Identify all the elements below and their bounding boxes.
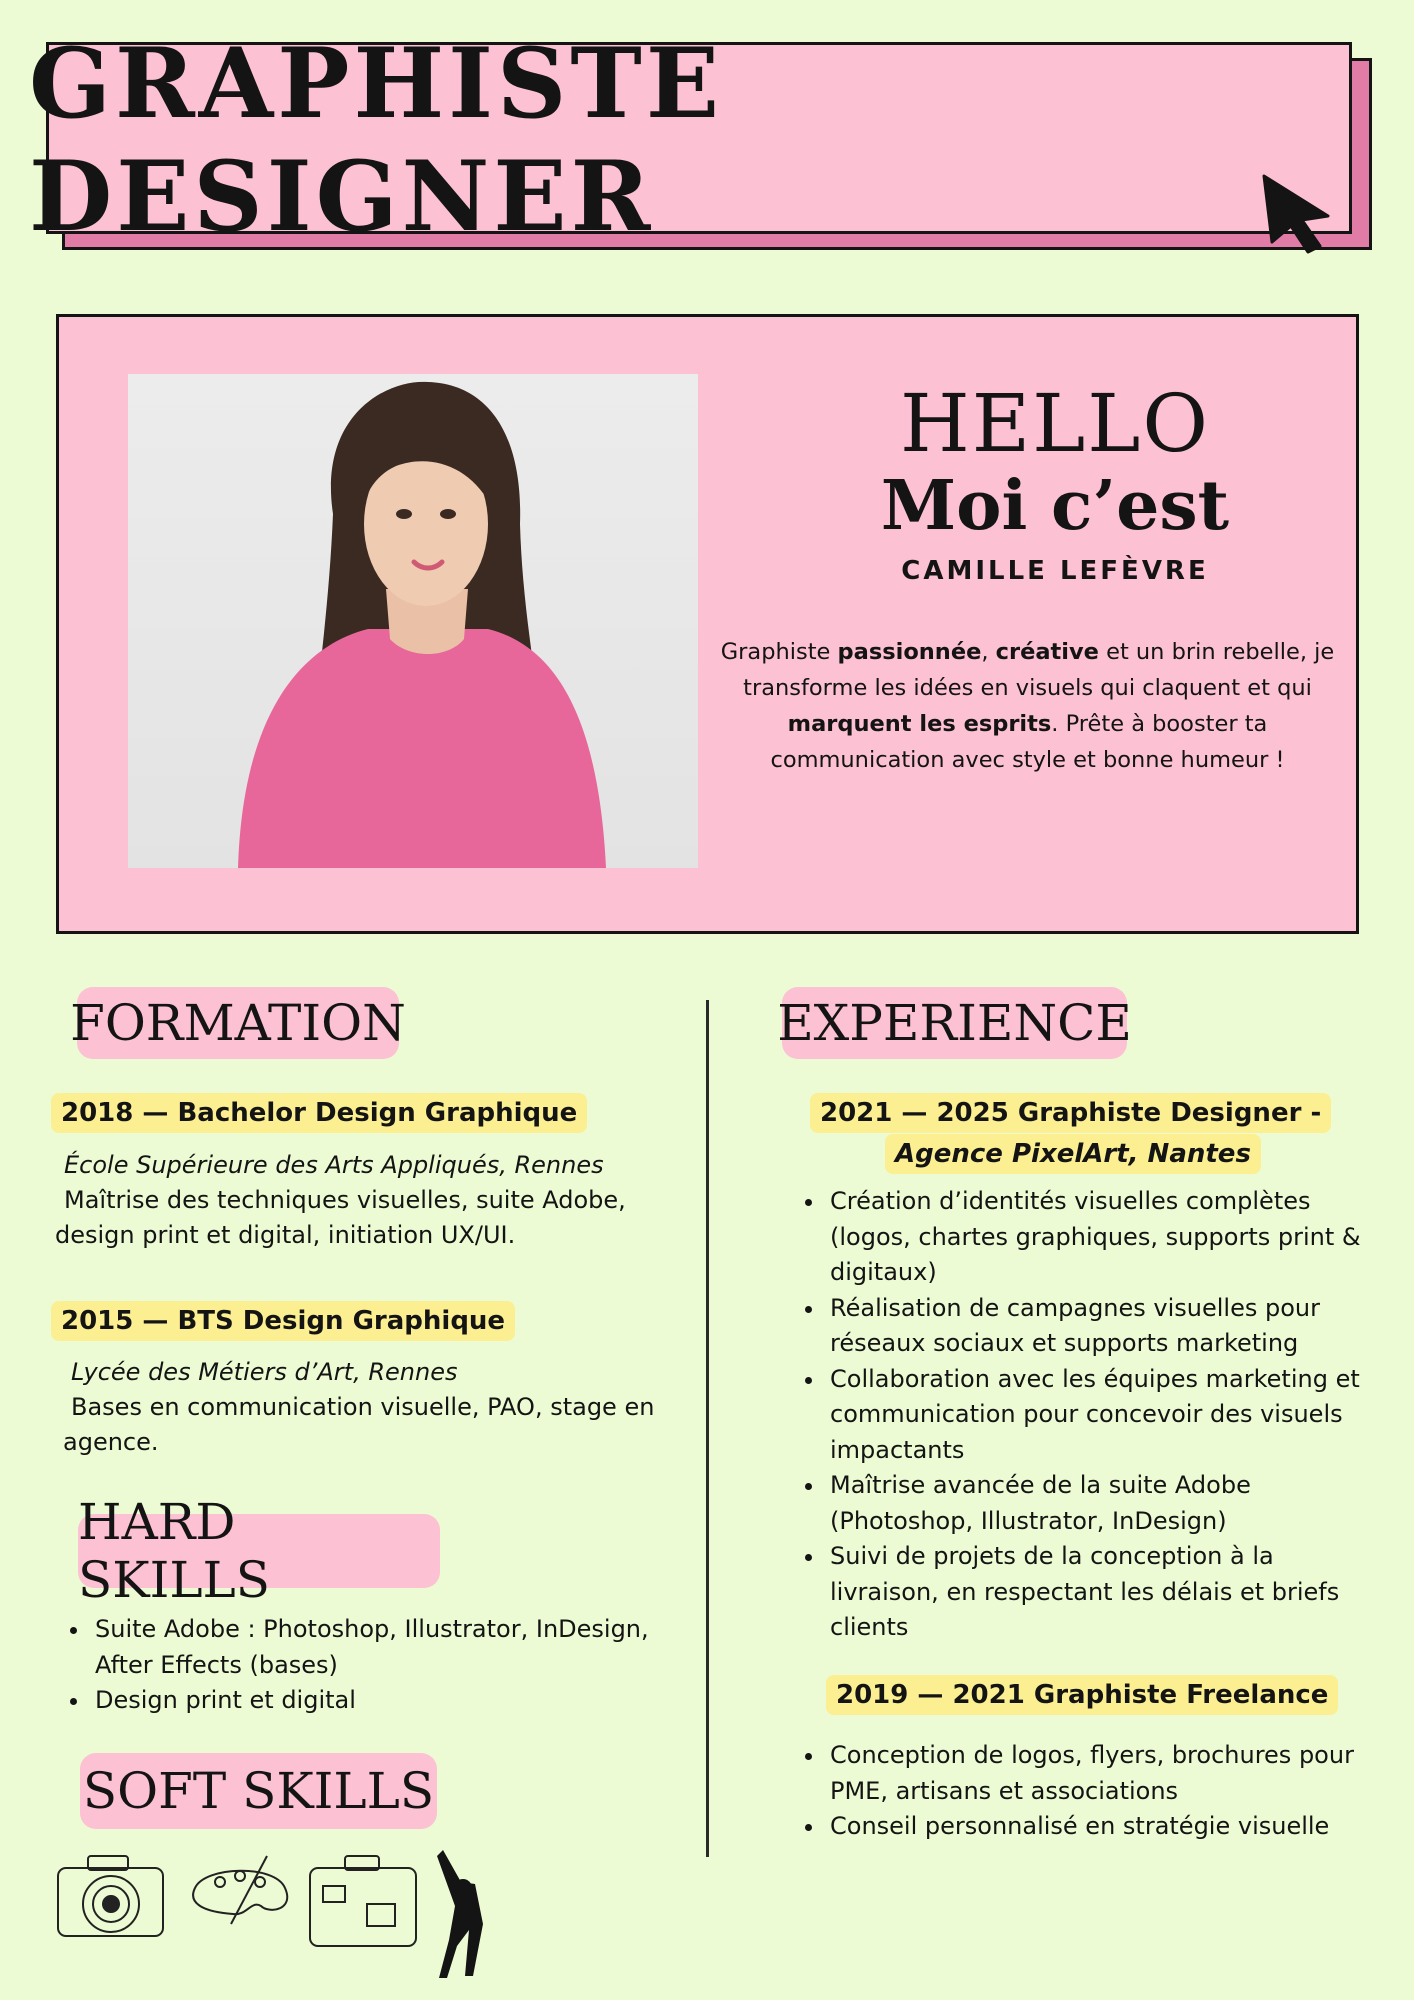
camera-icon bbox=[58, 1856, 163, 1936]
person-name: CAMILLE LEFÈVRE bbox=[901, 556, 1209, 586]
job-title: 2021 — 2025 Graphiste Designer - bbox=[810, 1093, 1331, 1133]
title-banner bbox=[29, 27, 1352, 253]
experience-heading: EXPERIENCE bbox=[782, 987, 1127, 1059]
palette-icon bbox=[193, 1856, 287, 1924]
list-item: • Collaboration avec les équipes marketing et communication pour concevoir des visuels impactants bbox=[826, 1362, 1386, 1469]
list-item: • Conception de logos, flyers, brochures pour PME, artisans et associations bbox=[826, 1738, 1386, 1809]
list-item: • Design print et digital bbox=[91, 1683, 711, 1719]
job-bullets bbox=[796, 1738, 1386, 1845]
list-item: • Maîtrise avancée de la suite Adobe (Photoshop, Illustrator, InDesign) bbox=[826, 1468, 1386, 1539]
formation-item-title: 2018 — Bachelor Design Graphique bbox=[51, 1093, 587, 1133]
list-item: • Suivi de projets de la conception à la livraison, en respectant les délais et briefs clients bbox=[826, 1539, 1386, 1646]
formation-description: Maîtrise des techniques visuelles, suite Adobe, design print et digital, initiation UX/UI. bbox=[55, 1186, 626, 1249]
job-bullets bbox=[796, 1184, 1386, 1646]
cursor-icon bbox=[1258, 172, 1338, 256]
hard-skills-heading: HARD SKILLS bbox=[78, 1514, 440, 1588]
job-company: Agence PixelArt, Nantes bbox=[885, 1134, 1261, 1174]
formation-school: Lycée des Métiers d’Art, Rennes bbox=[71, 1358, 458, 1386]
dancer-icon bbox=[437, 1850, 483, 1978]
moi-cest-heading: Moi c’est bbox=[880, 466, 1230, 546]
hard-skills-list bbox=[61, 1612, 711, 1719]
soft-skills-heading: SOFT SKILLS bbox=[80, 1753, 437, 1829]
list-item: • Création d’identités visuelles complètes (logos, chartes graphiques, supports print & digitaux) bbox=[826, 1184, 1386, 1291]
page-title: GRAPHISTE DESIGNER bbox=[29, 27, 723, 253]
list-item: • Réalisation de campagnes visuelles pour réseaux sociaux et supports marketing bbox=[826, 1291, 1386, 1362]
list-item: • Conseil personnalisé en stratégie visuelle bbox=[826, 1809, 1386, 1845]
profile-photo bbox=[128, 374, 698, 868]
suitcase-icon bbox=[310, 1856, 416, 1946]
list-item: • Suite Adobe : Photoshop, Illustrator, InDesign, After Effects (bases) bbox=[91, 1612, 711, 1683]
job-title: 2019 — 2021 Graphiste Freelance bbox=[826, 1675, 1338, 1715]
formation-description: Bases en communication visuelle, PAO, stage en agence. bbox=[63, 1393, 655, 1456]
formation-heading: FORMATION bbox=[77, 987, 399, 1059]
hello-heading: HELLO bbox=[900, 377, 1210, 470]
formation-school: École Supérieure des Arts Appliqués, Rennes bbox=[64, 1151, 604, 1179]
soft-skills-icons bbox=[55, 1848, 525, 1978]
intro-text: Graphiste passionnée, créative et un brin rebelle, je transforme les idées en visuels qui claquent et qui marquent les esprits. Prête à booster ta communication avec style et bonne humeur ! bbox=[720, 639, 1335, 773]
formation-item-title: 2015 — BTS Design Graphique bbox=[51, 1301, 515, 1341]
column-divider bbox=[706, 1000, 709, 1857]
